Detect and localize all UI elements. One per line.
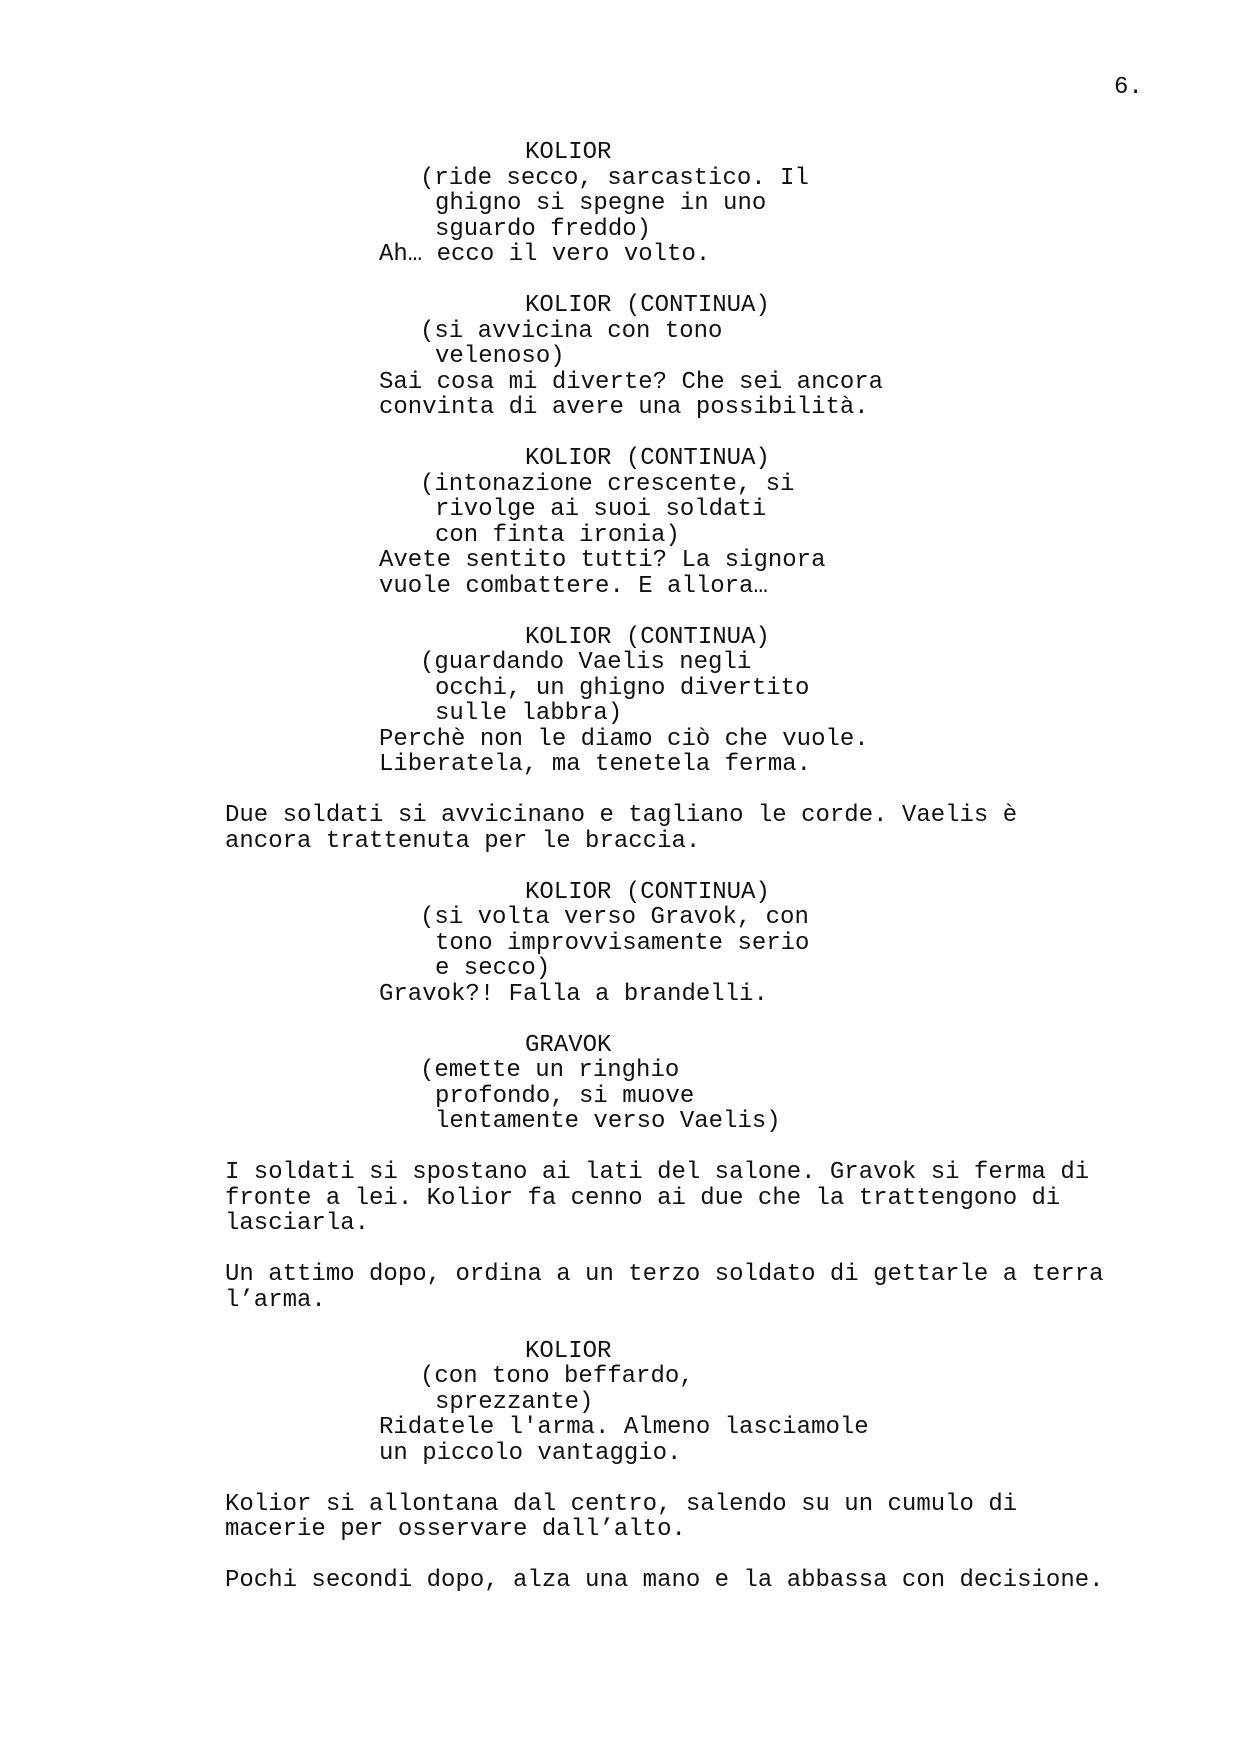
parenthetical-line: tono improvvisamente serio	[435, 929, 810, 957]
dialogue-block	[225, 446, 1155, 599]
dialogue-block	[225, 625, 1155, 778]
dialogue-line: Liberatela, ma tenetela ferma.	[379, 751, 812, 778]
action-block	[225, 1160, 1155, 1237]
action-block	[225, 803, 1155, 854]
action-line: fronte a lei. Kolior fa cenno ai due che la trattengono di	[225, 1184, 1061, 1212]
dialogue-line: Sai cosa mi diverte? Che sei ancora	[379, 368, 884, 396]
action-line: Due soldati si avvicinano e tagliano le corde. Vaelis è	[225, 802, 1018, 829]
parenthetical-line: sulle labbra)	[435, 700, 623, 727]
action-line: Un attimo dopo, ordina a un terzo soldato di gettarle a terra	[225, 1261, 1104, 1288]
character-name: KOLIOR (CONTINUA)	[525, 623, 770, 651]
action-line: I soldati si spostano ai lati del salone. Gravok si ferma di	[225, 1159, 1090, 1186]
parenthetical-line: (ride secco, sarcastico. Il	[420, 164, 809, 192]
dialogue-line: Perchè non le diamo ciò che vuole.	[379, 725, 869, 753]
action-line: macerie per osservare dall’alto.	[225, 1516, 686, 1543]
action-block	[225, 1492, 1155, 1543]
action-block	[225, 1568, 1155, 1594]
page-number: 6.	[1114, 74, 1143, 101]
dialogue-line: Ridatele l'arma. Almeno lasciamole	[379, 1414, 869, 1441]
parenthetical-line: e secco)	[435, 955, 551, 982]
parenthetical-line: profondo, si muove	[435, 1082, 695, 1110]
character-name: KOLIOR (CONTINUA)	[525, 878, 770, 906]
dialogue-block	[225, 1339, 1155, 1467]
dialogue-line: Avete sentito tutti? La signora	[379, 547, 826, 574]
script-content	[225, 140, 1155, 1619]
parenthetical-line: (si volta verso Gravok, con	[420, 904, 809, 931]
dialogue-line: Gravok?! Falla a brandelli.	[379, 980, 768, 1008]
dialogue-line: un piccolo vantaggio.	[379, 1439, 682, 1467]
parenthetical-line: rivolge ai suoi soldati	[435, 496, 767, 523]
dialogue-line: Ah… ecco il vero volto.	[379, 241, 711, 268]
dialogue-block	[225, 140, 1155, 268]
character-name: KOLIOR (CONTINUA)	[525, 292, 770, 319]
parenthetical-line: sguardo freddo)	[435, 215, 652, 243]
action-line: Pochi secondi dopo, alza una mano e la abbassa con decisione.	[225, 1567, 1104, 1594]
action-line: ancora trattenuta per le braccia.	[225, 827, 701, 855]
dialogue-block	[225, 880, 1155, 1008]
parenthetical-line: lentamente verso Vaelis)	[435, 1108, 781, 1135]
character-name: KOLIOR	[525, 139, 612, 166]
parenthetical-line: (emette un ringhio	[420, 1057, 680, 1084]
parenthetical-line: (intonazione crescente, si	[420, 470, 795, 498]
action-line: lasciarla.	[225, 1210, 370, 1237]
parenthetical-line: sprezzante)	[435, 1388, 594, 1416]
parenthetical-line: (guardando Vaelis negli	[420, 649, 752, 676]
action-block	[225, 1262, 1155, 1313]
parenthetical-line: ghigno si spegne in uno	[435, 190, 767, 217]
parenthetical-line: (con tono beffardo,	[420, 1363, 694, 1390]
parenthetical-line: (si avvicina con tono	[420, 317, 723, 345]
action-line: l’arma.	[225, 1286, 326, 1314]
parenthetical-line: velenoso)	[435, 343, 565, 370]
parenthetical-line: con finta ironia)	[435, 521, 680, 549]
dialogue-block	[225, 293, 1155, 421]
action-line: Kolior si allontana dal centro, salendo su un cumulo di	[225, 1490, 1018, 1518]
character-name: GRAVOK	[525, 1031, 612, 1059]
dialogue-line: vuole combattere. E allora…	[379, 572, 768, 600]
parenthetical-line: occhi, un ghigno divertito	[435, 674, 810, 702]
character-name: KOLIOR	[525, 1337, 612, 1365]
character-name: KOLIOR (CONTINUA)	[525, 445, 770, 472]
dialogue-line: convinta di avere una possibilità.	[379, 394, 869, 421]
dialogue-block	[225, 1033, 1155, 1135]
